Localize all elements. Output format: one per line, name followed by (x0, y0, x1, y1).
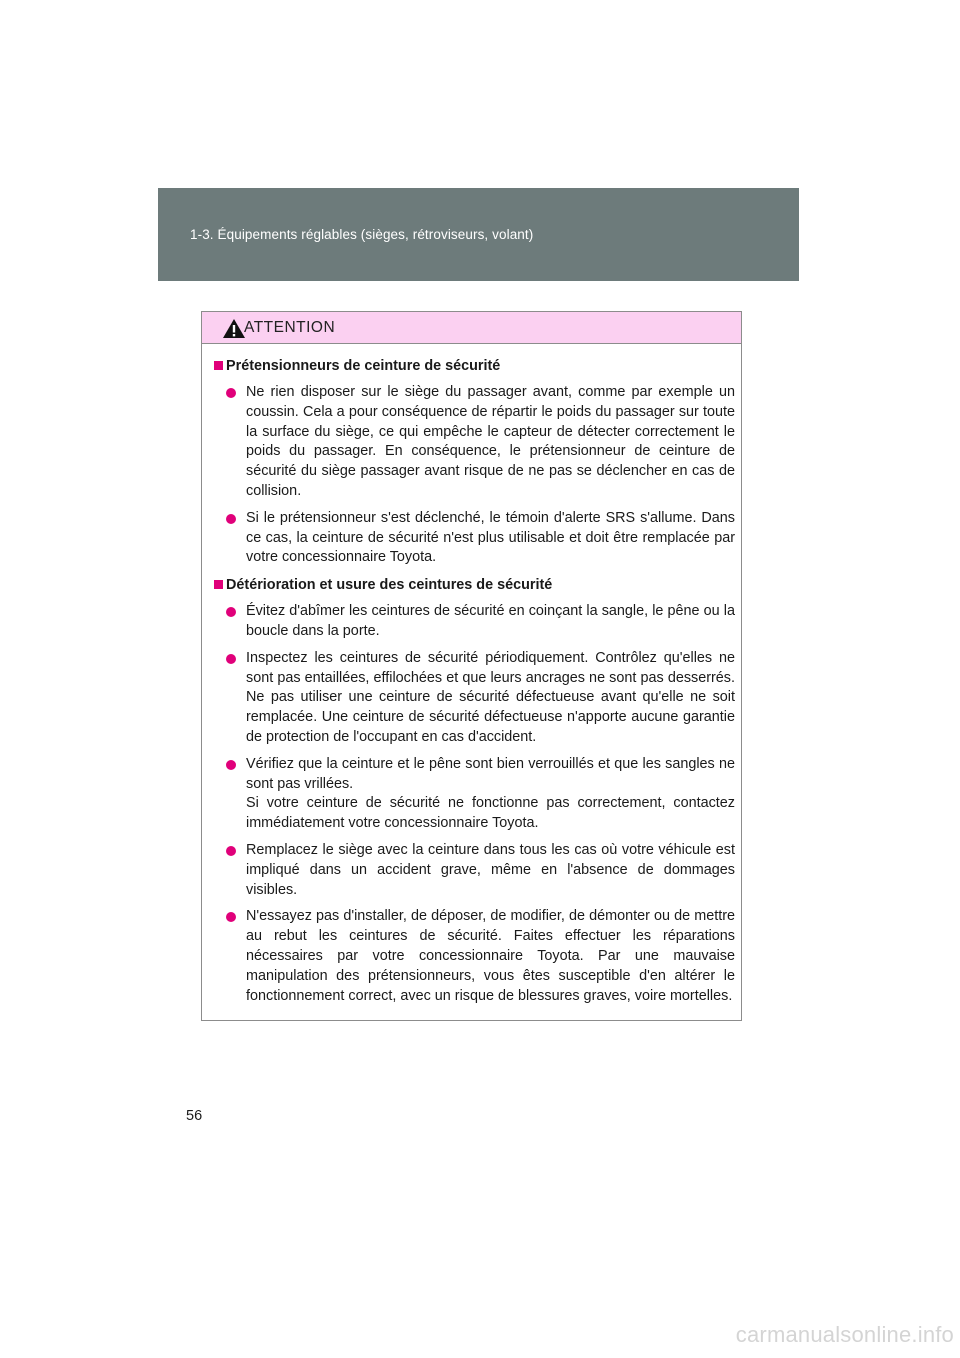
square-bullet-icon (214, 361, 223, 370)
watermark: carmanualsonline.info (735, 1322, 954, 1347)
section-header-band (158, 188, 799, 281)
caution-item-text: Inspectez les ceintures de sécurité périodiquement. Contrôlez qu'elles ne sont pas entaillées, effilochées et que leurs ancrages ne sont pas desserrés. Ne pas utiliser une ceinture de sécurité défectueuse avant qu'elle ne soit remplacée. Une ceinture de sécurité défectueuse n'apporte aucune garantie de protection de l'occupant en cas d'accident. (246, 649, 735, 745)
caution-item-text: Vérifiez que la ceinture et le pêne sont bien verrouillés et que les sangles ne sont pas vrillées. (246, 755, 735, 792)
warning-triangle-icon (222, 318, 246, 339)
caution-subheading-text: Prétensionneurs de ceinture de sécurité (226, 358, 501, 374)
section-title: 1-3. Équipements réglables (sièges, rétroviseurs, volant) (190, 227, 534, 242)
caution-header (202, 312, 741, 344)
round-bullet-icon (226, 607, 236, 617)
caution-list-item (214, 755, 735, 834)
caution-list-item (214, 602, 735, 642)
caution-item-text: Si le prétensionneur s'est déclenché, le témoin d'alerte SRS s'allume. Dans ce cas, la ceinture de sécurité n'est plus utilisable et doit être remplacée par votre concessionnaire Toyota. (246, 509, 735, 566)
caution-list-item (214, 649, 735, 748)
caution-item-text: Ne rien disposer sur le siège du passager avant, comme par exemple un coussin. Cela a pour conséquence de répartir le poids du passager sur toute la surface du siège, ce qui empêche le capteur de détecter correctement le poids du passager. En conséquence, le prétensionneur de ceinture de sécurité du siège passager avant risque de ne pas se déclencher en cas de collision. (246, 384, 735, 499)
caution-item-text: Évitez d'abîmer les ceintures de sécurité en coinçant la sangle, le pêne ou la boucle dans la porte. (246, 603, 735, 639)
caution-subheading-text: Détérioration et usure des ceintures de sécurité (226, 577, 553, 594)
round-bullet-icon (226, 760, 236, 770)
page-number: 56 (186, 1108, 203, 1124)
caution-list-item (214, 509, 735, 568)
caution-subheading (214, 575, 735, 595)
caution-item-text: Remplacez le siège avec la ceinture dans tous les cas où votre véhicule est impliqué dans un accident grave, même en l'absence de dommages visibles. (246, 841, 735, 898)
caution-item-text: Si votre ceinture de sécurité ne fonctionne pas correctement, contactez immédiatement votre concessionnaire Toyota. (246, 795, 735, 832)
caution-label: ATTENTION (244, 319, 336, 336)
caution-box (201, 311, 742, 1021)
caution-item-text: N'essayez pas d'installer, de déposer, de modifier, de démonter ou de mettre au rebut les ceintures de sécurité. Faites effectuer les réparations nécessaires par votre concessionnaire Toyota. Par une mauvaise manipulation des prétensionneurs, vous êtes susceptible d'en altérer le fonctionnement correct, avec un risque de blessures graves, voire mortelles. (246, 908, 735, 1004)
caution-body (202, 344, 741, 1006)
round-bullet-icon (226, 514, 236, 524)
round-bullet-icon (226, 388, 236, 398)
round-bullet-icon (226, 654, 236, 664)
caution-list-item (214, 383, 735, 502)
round-bullet-icon (226, 846, 236, 856)
caution-list-item (214, 841, 735, 900)
caution-subheading (214, 356, 735, 376)
round-bullet-icon (226, 912, 236, 922)
square-bullet-icon (214, 580, 223, 589)
caution-list-item (214, 907, 735, 1006)
